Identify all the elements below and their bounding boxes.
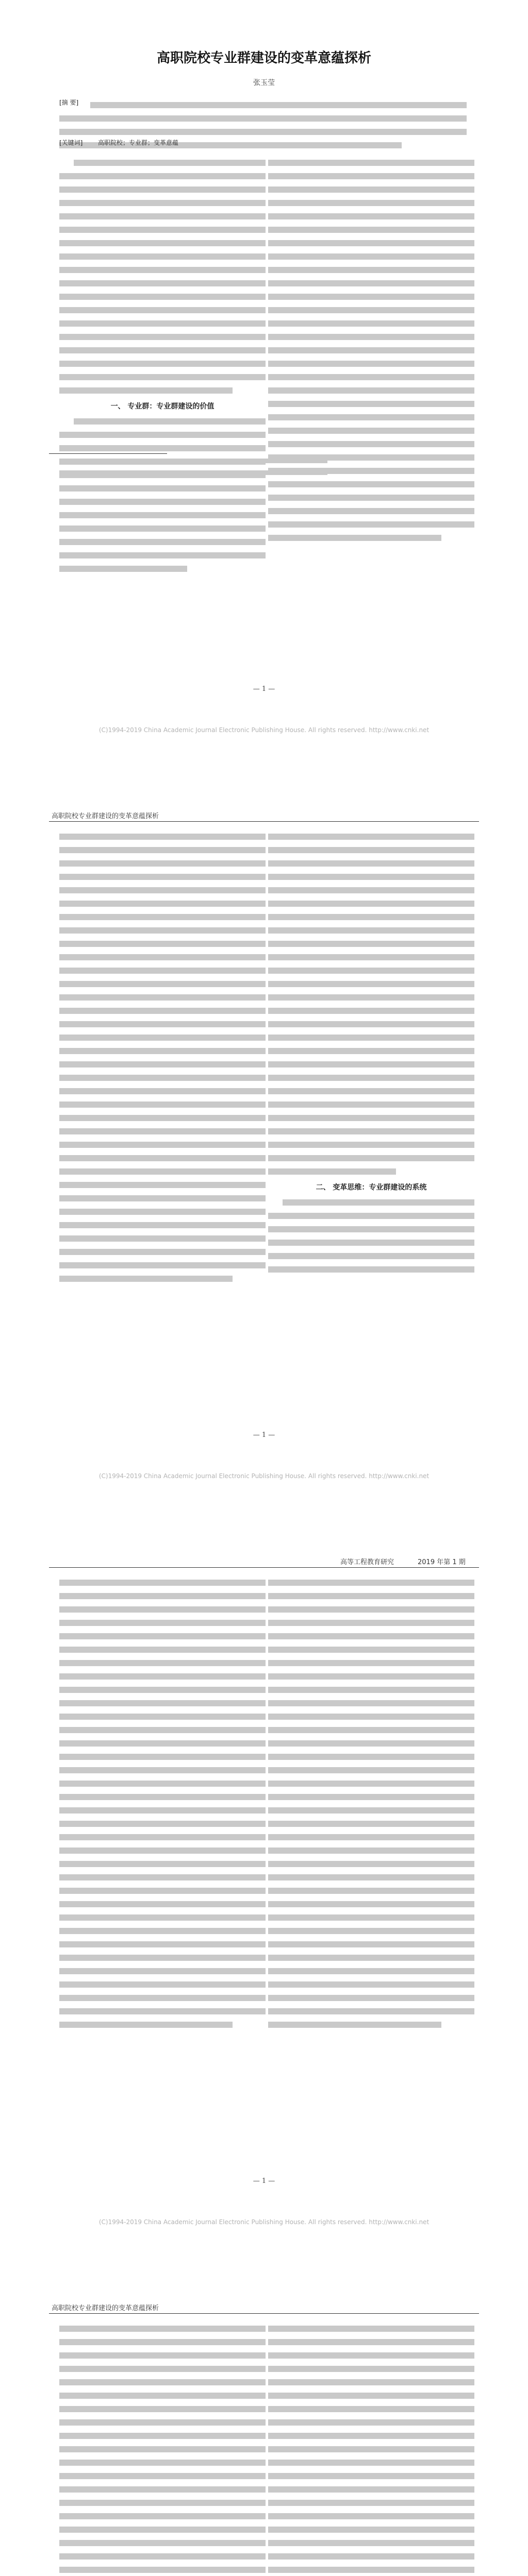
body-column-right [268,826,474,1273]
footnotes [59,451,327,475]
body-column-left [59,1572,266,2028]
page-3 [0,1492,528,2238]
keywords-label: [关键词] [59,139,83,146]
body-column-left [59,2318,266,2576]
page-number: — 1 — [253,1431,275,1439]
running-header: 高职院校专业群建设的变革意蕴探析 [52,812,159,820]
running-header: 高等工程教育研究 [340,1558,394,1566]
watermark: (C)1994-2019 China Academic Journal Electronic Publishing House. All rights reserved. http://www.cnki.net [98,1472,430,1480]
body-column-left [59,826,266,1282]
body-column-right [268,152,474,541]
header-rule [49,1567,479,1568]
page-number: — 1 — [253,2177,275,2185]
keywords-text: 高职院校；专业群；变革意蕴 [98,139,179,146]
page-1 [0,0,528,746]
page-2 [0,746,528,1492]
section-heading-1: 一、 专业群：专业群建设的价值 [110,402,214,411]
header-rule [49,821,479,822]
body-column-right [268,2318,474,2576]
page-number: — 1 — [253,685,275,693]
page-4 [0,2238,528,2576]
body-column-left [59,152,266,572]
abstract-label: [摘 要] [59,99,79,106]
section-heading-2: 二、 变革思维：专业群建设的系统 [316,1183,427,1192]
paper-author: 张玉莹 [253,79,275,87]
body-column-right [268,1572,474,2028]
running-header: 高职院校专业群建设的变革意蕴探析 [52,2304,159,2312]
running-header-year: 2019 年第 1 期 [418,1558,466,1566]
watermark: (C)1994-2019 China Academic Journal Electronic Publishing House. All rights reserved. http://www.cnki.net [98,2218,430,2226]
paper-title: 高职院校专业群建设的变革意蕴探析 [156,50,371,66]
header-rule [49,2313,479,2314]
watermark: (C)1994-2019 China Academic Journal Electronic Publishing House. All rights reserved. http://www.cnki.net [98,726,430,734]
